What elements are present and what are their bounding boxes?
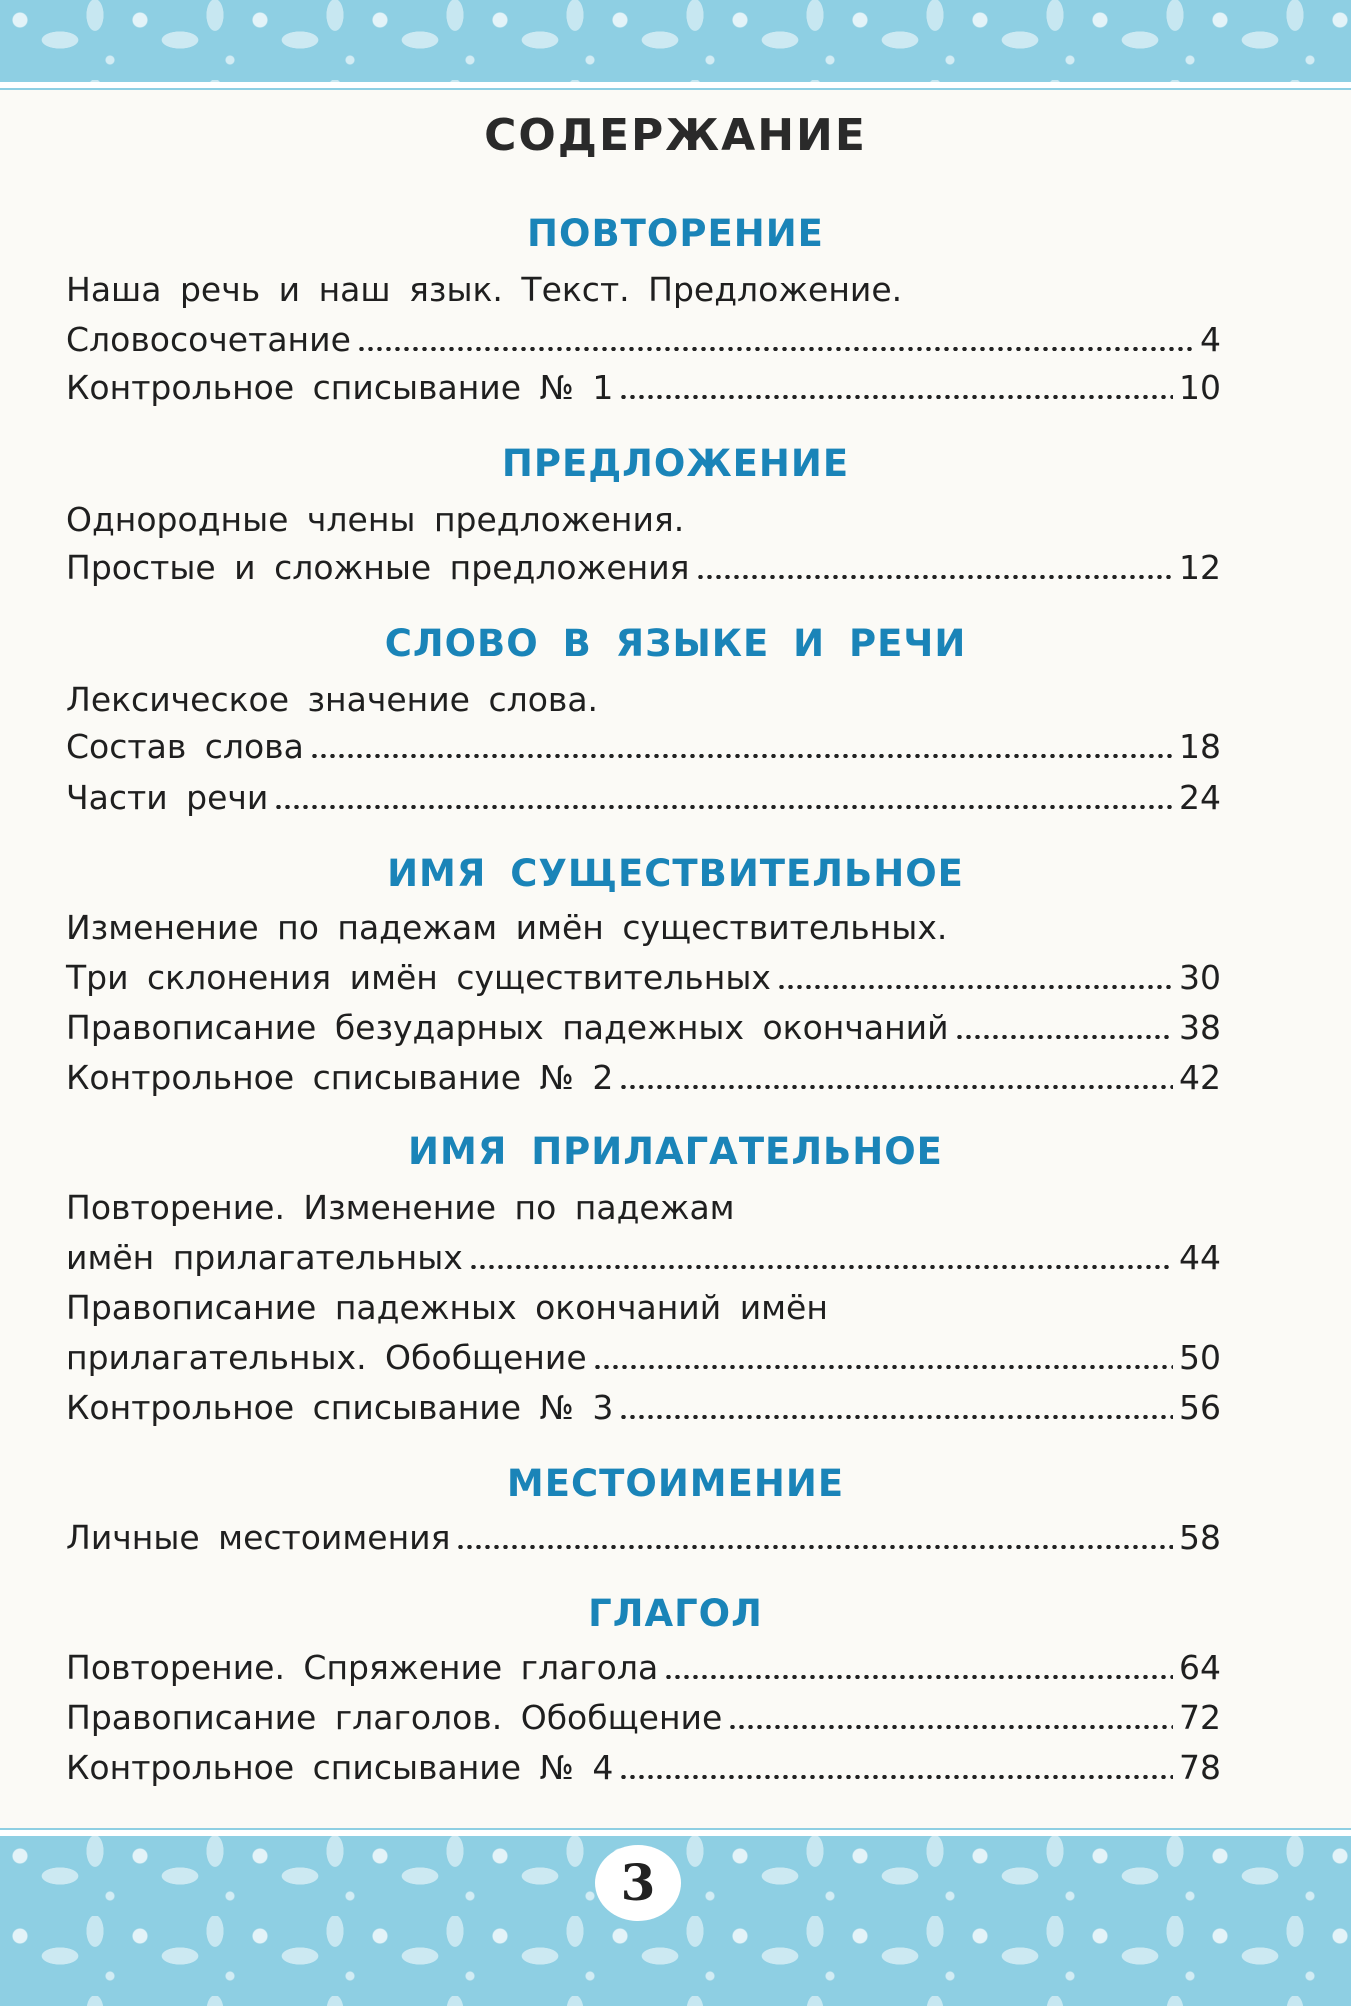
toc-entry-page: 58 <box>1179 1518 1221 1557</box>
dot-leader <box>955 1035 1173 1039</box>
dot-leader <box>310 754 1173 758</box>
toc-entry[interactable] <box>66 1698 1221 1738</box>
toc-entry-page: 38 <box>1179 1008 1221 1047</box>
toc-entry-page: 64 <box>1179 1648 1221 1687</box>
toc-entry[interactable] <box>66 1518 1221 1558</box>
toc-entry-page: 78 <box>1179 1748 1221 1787</box>
toc-entry-text: Контрольное списывание № 1 <box>66 368 614 407</box>
toc-entry-text: Правописание безударных падежных окончаний <box>66 1008 949 1047</box>
bottom-ornament-border <box>0 1830 1351 2006</box>
dot-leader <box>664 1675 1173 1679</box>
toc-entry-page: 18 <box>1179 727 1221 766</box>
toc-entry-text: Части речи <box>66 778 269 817</box>
toc-entry-page: 24 <box>1179 778 1221 817</box>
toc-entry[interactable] <box>66 1008 1221 1048</box>
section-title-povtorenie: ПОВТОРЕНИЕ <box>527 212 824 255</box>
toc-entry[interactable] <box>66 727 1221 767</box>
toc-entry[interactable] <box>66 1648 1221 1688</box>
toc-line: Изменение по падежам имён существительных. <box>66 908 948 947</box>
dot-leader <box>728 1725 1173 1729</box>
section-title-sushchestvitelnoe: ИМЯ СУЩЕСТВИТЕЛЬНОЕ <box>387 852 964 895</box>
toc-line: Правописание падежных окончаний имён <box>66 1288 828 1327</box>
section-title-prilagatelnoe: ИМЯ ПРИЛАГАТЕЛЬНОЕ <box>408 1130 943 1173</box>
page-title: СОДЕРЖАНИЕ <box>484 110 867 161</box>
toc-line: Однородные члены предложения. <box>66 500 685 539</box>
toc-entry[interactable] <box>66 958 1221 998</box>
toc-entry-text: Контрольное списывание № 3 <box>66 1388 614 1427</box>
toc-entry-page: 42 <box>1179 1058 1221 1097</box>
toc-entry-page: 10 <box>1179 368 1221 407</box>
dot-leader <box>696 575 1173 579</box>
toc-entry[interactable] <box>66 1338 1221 1378</box>
section-title-mestoimenie: МЕСТОИМЕНИЕ <box>506 1462 845 1505</box>
toc-entry-text: Личные местоимения <box>66 1518 451 1557</box>
toc-entry[interactable] <box>66 548 1221 588</box>
toc-entry-text: Повторение. Спряжение глагола <box>66 1648 659 1687</box>
dot-leader <box>619 395 1173 399</box>
dot-leader <box>274 805 1173 809</box>
toc-entry-text: Простые и сложные предложения <box>66 548 690 587</box>
toc-entry[interactable] <box>66 1238 1221 1278</box>
toc-line: Наша речь и наш язык. Текст. Предложение. <box>66 270 903 309</box>
dot-leader <box>357 347 1194 351</box>
toc-entry-text: Контрольное списывание № 2 <box>66 1058 614 1097</box>
dot-leader <box>777 985 1173 989</box>
toc-entry[interactable] <box>66 1748 1221 1788</box>
toc-entry[interactable] <box>66 1388 1221 1428</box>
toc-entry-text: Контрольное списывание № 4 <box>66 1748 614 1787</box>
section-title-predlozhenie: ПРЕДЛОЖЕНИЕ <box>501 442 850 485</box>
toc-entry-page: 72 <box>1179 1698 1221 1737</box>
dot-leader <box>619 1415 1173 1419</box>
toc-entry[interactable] <box>66 778 1221 818</box>
toc-entry-text: прилагательных. Обобщение <box>66 1338 587 1377</box>
toc-entry-text: имён прилагательных <box>66 1238 463 1277</box>
toc-entry-text: Правописание глаголов. Обобщение <box>66 1698 723 1737</box>
toc-entry-page: 44 <box>1179 1238 1221 1277</box>
section-title-glagol: ГЛАГОЛ <box>588 1592 763 1635</box>
dot-leader <box>469 1265 1173 1269</box>
toc-entry-page: 56 <box>1179 1388 1221 1427</box>
toc-entry-text: Три склонения имён существительных <box>66 958 771 997</box>
toc-entry-text: Словосочетание <box>66 320 351 359</box>
toc-entry-text: Состав слова <box>66 727 304 766</box>
dot-leader <box>593 1365 1173 1369</box>
toc-entry[interactable] <box>66 1058 1221 1098</box>
toc-entry-page: 30 <box>1179 958 1221 997</box>
toc-entry-page: 4 <box>1200 320 1221 359</box>
toc-line: Повторение. Изменение по падежам <box>66 1188 735 1227</box>
toc-entry-page: 50 <box>1179 1338 1221 1377</box>
section-title-slovo: СЛОВО В ЯЗЫКЕ И РЕЧИ <box>384 622 967 665</box>
toc-entry[interactable] <box>66 368 1221 408</box>
dot-leader <box>619 1775 1173 1779</box>
toc-line: Лексическое значение слова. <box>66 680 599 719</box>
toc-entry-page: 12 <box>1179 548 1221 587</box>
toc-entry[interactable] <box>66 320 1221 360</box>
dot-leader <box>456 1545 1173 1549</box>
page-number: 3 <box>595 1845 681 1921</box>
dot-leader <box>619 1085 1173 1089</box>
